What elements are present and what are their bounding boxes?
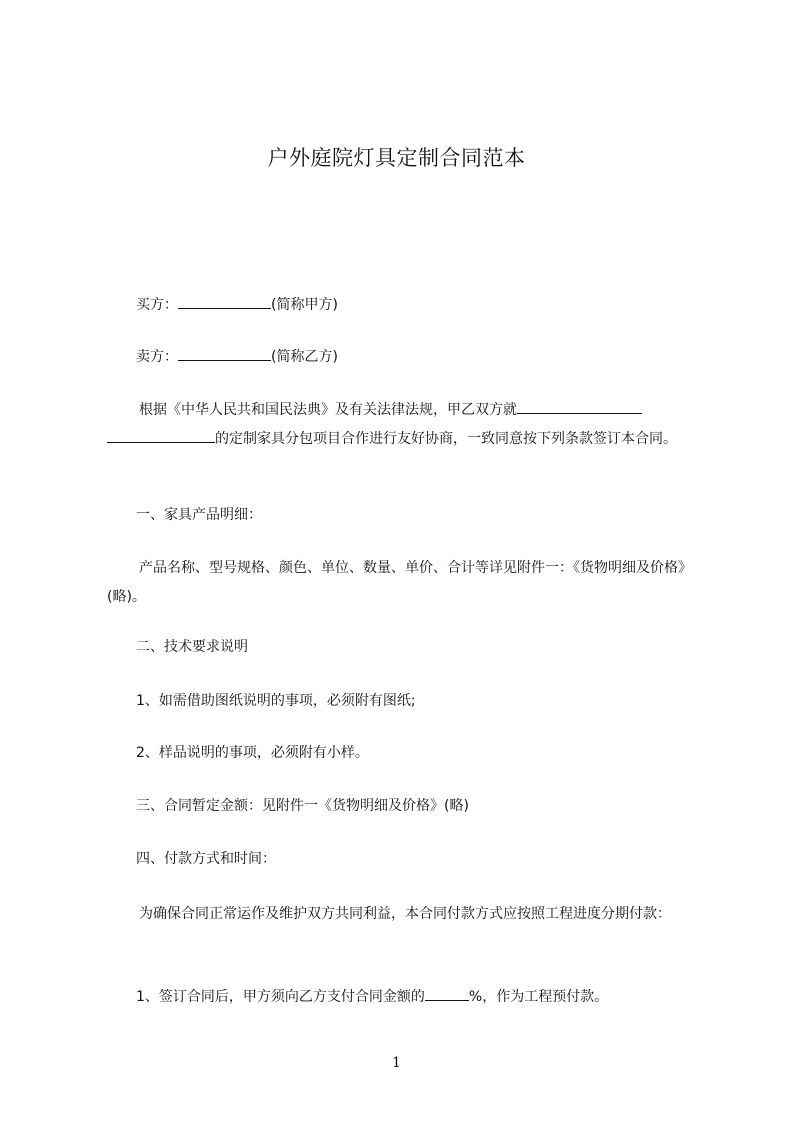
section-4-body: 为确保合同正常运作及维护双方共同利益，本合同付款方式应按照工程进度分期付款： (139, 906, 671, 922)
seller-label: 卖方： (136, 349, 178, 365)
document-title: 户外庭院灯具定制合同范本 (267, 146, 526, 170)
intro-text-2: 的定制家具分包项目合作进行友好协商，一致同意按下列条款签订本合同。 (215, 431, 677, 447)
buyer-suffix: (简称甲方) (271, 297, 338, 313)
payment-percent-blank (425, 985, 469, 1001)
section-1-body: 产品名称、型号规格、颜色、单位、数量、单价、合计等详见附件一：《货物明细及价格》(略)。 (107, 560, 692, 605)
section-2-item-2: 2、样品说明的事项，必须附有小样。 (136, 745, 369, 761)
buyer-line (136, 293, 338, 315)
seller-line (136, 345, 338, 367)
section-2-heading: 二、技术要求说明 (136, 639, 248, 655)
section-2-item-1: 1、如需借助图纸说明的事项，必须附有图纸; (136, 693, 416, 709)
project-name-blank-1 (517, 398, 642, 414)
seller-suffix: (简称乙方) (271, 349, 338, 365)
section-4-heading: 四、付款方式和时间： (136, 851, 276, 867)
section-4-item-1 (136, 985, 608, 1007)
seller-name-blank (178, 345, 271, 361)
section-3-heading: 三、合同暂定金额：见附件一《货物明细及价格》(略) (136, 798, 469, 814)
project-name-blank-2 (107, 427, 215, 443)
page-number: 1 (392, 1055, 401, 1071)
intro-paragraph (107, 396, 707, 454)
section-1-heading: 一、家具产品明细： (136, 507, 262, 523)
intro-text-1: 根据《中华人民共和国民法典》及有关法律法规，甲乙双方就 (139, 402, 517, 418)
buyer-name-blank (178, 293, 271, 309)
buyer-label: 买方： (136, 297, 178, 313)
payment-text-2: %，作为工程预付款。 (468, 989, 609, 1005)
payment-text-1: 1、签订合同后，甲方须向乙方支付合同金额的 (136, 989, 425, 1005)
